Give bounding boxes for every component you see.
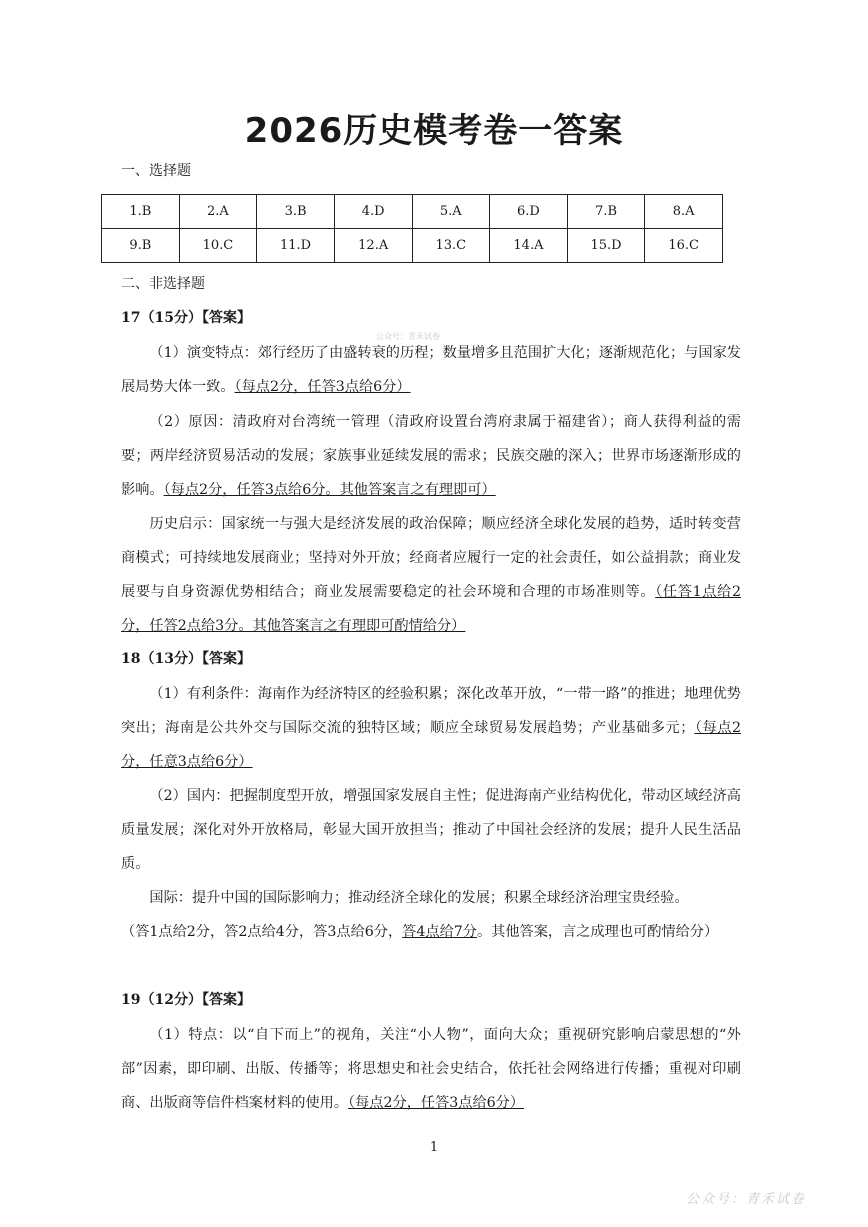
answer-cell: 11.D	[257, 229, 335, 263]
answer-cell: 3.B	[257, 195, 335, 229]
answer-row	[102, 195, 723, 229]
answer-cell: 15.D	[567, 229, 645, 263]
q17-part2	[121, 405, 741, 507]
q18-scoring-underlined: 答4点给7分	[402, 924, 477, 940]
q17-part3-text: 历史启示：国家统一与强大是经济发展的政治保障；顺应经济全球化发展的趋势，适时转变营商模式；可持续地发展商业；坚持对外开放；经商者应履行一定的社会责任，如公益捐款；商业发展要与自身资源优势相结合；商业发展需要稳定的社会环境和合理的市场准则等。	[121, 516, 741, 600]
q18-scoring-note	[121, 915, 741, 949]
answer-cell: 10.C	[179, 229, 257, 263]
q17-part3-scoring: （任答1点给2分，任答2点给3分。其他答案言之有理即可酌情给分）	[121, 584, 741, 634]
q18-part3: 国际：提升中国的国际影响力；推动经济全球化的发展；积累全球经济治理宝贵经验。	[149, 890, 689, 906]
q19-part1-scoring: （每点2分，任答3点给6分）	[348, 1095, 525, 1111]
footer-watermark: 公众号：青禾试卷	[685, 1192, 806, 1207]
answer-cell: 9.B	[102, 229, 180, 263]
answer-cell: 7.B	[567, 195, 645, 229]
q17-part1	[121, 336, 741, 404]
q19-part1	[121, 1018, 741, 1120]
q18-scoring-b: 。其他答案，言之成理也可酌情给分）	[476, 924, 719, 940]
answer-cell: 2.A	[179, 195, 257, 229]
answer-cell: 5.A	[412, 195, 490, 229]
q17-part3	[121, 507, 741, 643]
watermark-text: 公众号：青禾试卷	[376, 332, 440, 341]
q18-part2: （2）国内：把握制度型开放，增强国家发展自主性；促进海南产业结构优化，带动区域经济高质量发展；深化对外开放格局，彰显大国开放担当；推动了中国社会经济的发展；提升人民生活品质。	[121, 788, 741, 872]
q18-part1-scoring: （每点2分，任意3点给6分）	[121, 720, 741, 770]
section-heading-choice: 一、选择题	[121, 163, 191, 179]
page-title: 2026历史模考卷一答案	[244, 111, 624, 151]
answer-cell: 1.B	[102, 195, 180, 229]
choice-answer-table	[101, 194, 723, 263]
q18-part1	[121, 677, 741, 779]
q17-heading: 17（15分）【答案】	[121, 310, 251, 326]
answer-cell: 12.A	[334, 229, 412, 263]
answer-cell: 8.A	[645, 195, 723, 229]
q18-part1-text: （1）有利条件：海南作为经济特区的经验积累；深化改革开放，“一带一路”的推进；地理优势突出；海南是公共外交与国际交流的独特区域；顺应全球贸易发展趋势；产业基础多元；	[121, 686, 741, 736]
section-heading-nonchoice: 二、非选择题	[121, 276, 205, 292]
answer-cell: 16.C	[645, 229, 723, 263]
answer-cell: 13.C	[412, 229, 490, 263]
q18-heading: 18（13分）【答案】	[121, 651, 251, 667]
q19-part1-text: （1）特点：以“自下而上”的视角，关注“小人物”，面向大众；重视研究影响启蒙思想的“外部”因素，即印刷、出版、传播等；将思想史和社会史结合，依托社会网络进行传播；重视对印刷商、出版商等信件档案材料的使用。	[121, 1027, 741, 1111]
q17-part1-scoring: （每点2分，任答3点给6分）	[234, 379, 411, 395]
answer-cell: 4.D	[334, 195, 412, 229]
q17-part2-text: （2）原因：清政府对台湾统一管理（清政府设置台湾府隶属于福建省）；商人获得利益的需要；两岸经济贸易活动的发展；家族事业延续发展的需求；民族交融的深入；世界市场逐渐形成的影响。	[121, 414, 741, 498]
q19-heading: 19（12分）【答案】	[121, 992, 251, 1008]
answer-cell: 14.A	[490, 229, 568, 263]
q18-scoring-a: （答1点给2分，答2点给4分，答3点给6分，	[121, 924, 403, 940]
answer-row	[102, 229, 723, 263]
q17-part2-scoring: （每点2分，任答3点给6分。其他答案言之有理即可）	[163, 482, 496, 498]
answer-cell: 6.D	[490, 195, 568, 229]
page-number: 1	[429, 1140, 439, 1155]
q17-part1-text: （1）演变特点：郊行经历了由盛转衰的历程；数量增多且范围扩大化；逐渐规范化；与国家发展局势大体一致。	[121, 345, 741, 395]
